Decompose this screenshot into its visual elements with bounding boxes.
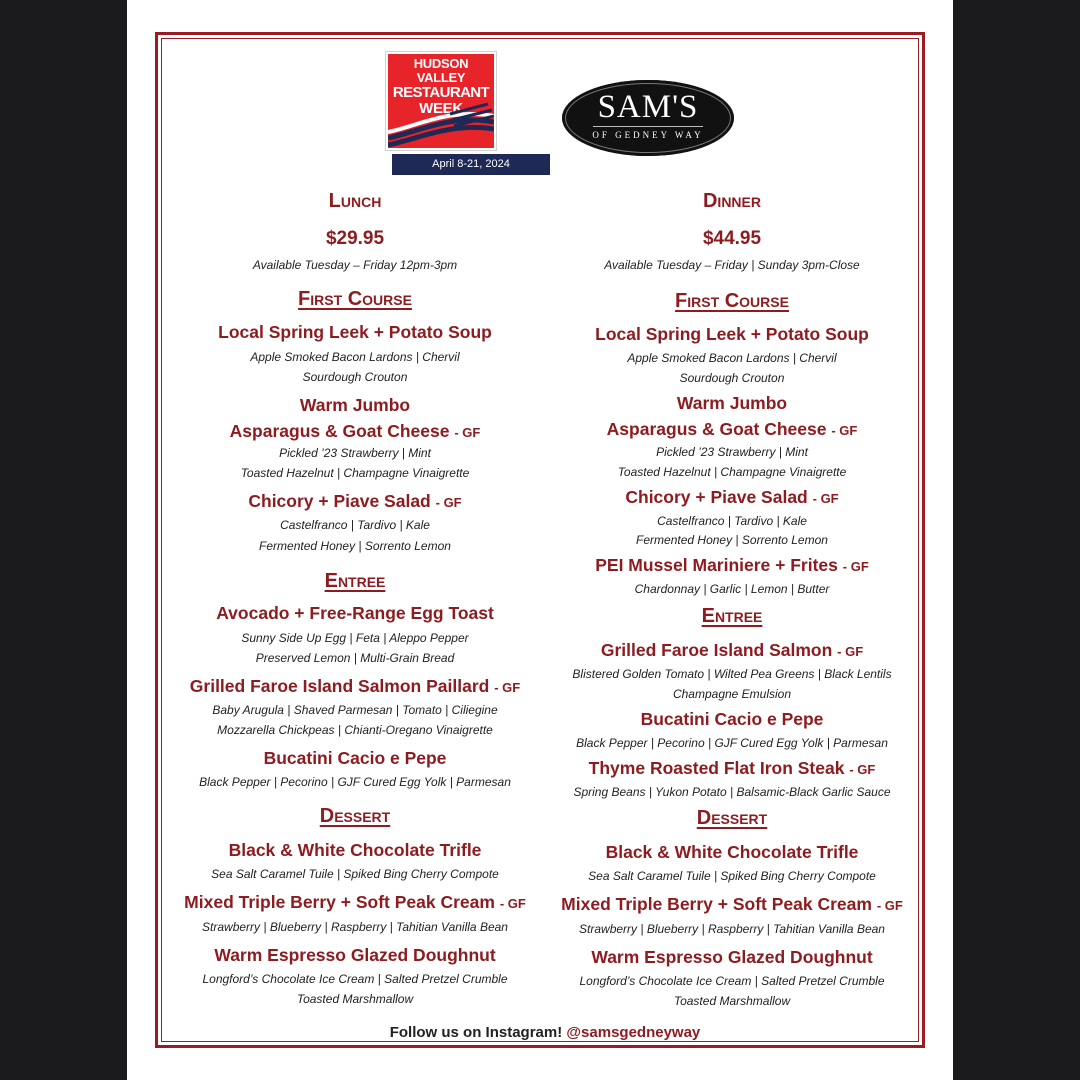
dinner-fc2-desc1: Pickled ’23 Strawberry | Mint	[656, 445, 808, 459]
lunch-d1-name: Black & White Chocolate Trifle	[228, 840, 482, 860]
dinner-entree-heading: Entree	[701, 605, 763, 627]
lunch-title: Lunch	[328, 190, 382, 212]
dinner-e1-desc1: Blistered Golden Tomato | Wilted Pea Greens | Black Lentils	[572, 667, 892, 681]
dinner-d2-name	[561, 894, 903, 915]
dinner-first-course-heading: First Course	[675, 290, 789, 312]
dinner-d3-name: Warm Espresso Glazed Doughnut	[591, 947, 873, 967]
dinner-d3-desc1: Longford’s Chocolate Ice Cream | Salted Pretzel Crumble	[579, 974, 885, 988]
dinner-dessert-heading: Dessert	[696, 807, 768, 829]
lunch-e1-name: Avocado + Free-Range Egg Toast	[216, 603, 494, 623]
lunch-d2-desc1: Strawberry | Blueberry | Raspberry | Tahitian Vanilla Bean	[202, 920, 508, 934]
dinner-d2-desc1: Strawberry | Blueberry | Raspberry | Tahitian Vanilla Bean	[579, 922, 885, 936]
lunch-entree-heading: Entree	[324, 570, 386, 592]
lunch-e2-desc2: Mozzarella Chickpeas | Chianti-Oregano Vinaigrette	[217, 723, 493, 737]
sams-logo-rule	[593, 126, 703, 127]
gf-badge: - GF	[831, 423, 858, 438]
lunch-fc3-desc2: Fermented Honey | Sorrento Lemon	[259, 539, 451, 553]
lunch-fc3-desc1: Castelfranco | Tardivo | Kale	[280, 518, 430, 532]
dinner-title: Dinner	[702, 190, 762, 212]
lunch-e1-desc2: Preserved Lemon | Multi-Grain Bread	[255, 651, 455, 665]
dinner-e3-desc1: Spring Beans | Yukon Potato | Balsamic-Black Garlic Sauce	[573, 785, 891, 799]
gf-badge: - GF	[812, 491, 839, 506]
dinner-fc4-name	[595, 555, 869, 576]
lunch-fc2-name1: Warm Jumbo	[299, 395, 411, 415]
gf-badge: - GF	[454, 425, 481, 440]
lunch-price: $29.95	[325, 228, 385, 249]
dinner-fc3-name	[625, 487, 838, 508]
dinner-d3-desc2: Toasted Marshmallow	[673, 994, 791, 1008]
lunch-fc1-desc1: Apple Smoked Bacon Lardons | Chervil	[250, 350, 460, 364]
hv-logo-line1: HUDSON VALLEY	[413, 56, 469, 85]
instagram-handle-link[interactable]: @samsgedneyway	[566, 1024, 701, 1041]
dinner-availability: Available Tuesday – Friday | Sunday 3pm-Close	[604, 258, 860, 272]
hv-logo-line2: RESTAURANT	[392, 84, 490, 101]
hv-logo-line3: WEEK	[419, 100, 463, 117]
lunch-dessert-heading: Dessert	[319, 805, 391, 827]
dinner-fc2-name2-text: Asparagus & Goat Cheese	[606, 419, 827, 439]
dinner-e3-name-text: Thyme Roasted Flat Iron Steak	[588, 758, 845, 778]
dinner-fc2-name1: Warm Jumbo	[676, 393, 788, 413]
dinner-d1-name: Black & White Chocolate Trifle	[605, 842, 859, 862]
lunch-fc2-name2	[230, 421, 481, 442]
dinner-fc1-desc2: Sourdough Crouton	[679, 371, 785, 385]
gf-badge: - GF	[837, 644, 864, 659]
gf-badge: - GF	[494, 680, 521, 695]
lunch-e3-desc1: Black Pepper | Pecorino | GJF Cured Egg Yolk | Parmesan	[199, 775, 511, 789]
lunch-e3-name: Bucatini Cacio e Pepe	[263, 748, 447, 768]
lunch-fc2-desc1: Pickled ’23 Strawberry | Mint	[279, 446, 431, 460]
event-date-banner: April 8-21, 2024	[392, 154, 550, 175]
dinner-fc4-name-text: PEI Mussel Mariniere + Frites	[595, 555, 838, 575]
instagram-footer	[390, 1024, 701, 1041]
lunch-fc1-name: Local Spring Leek + Potato Soup	[218, 322, 492, 342]
lunch-fc2-name2-text: Asparagus & Goat Cheese	[229, 421, 450, 441]
lunch-e2-name	[190, 676, 520, 697]
lunch-fc1-desc2: Sourdough Crouton	[302, 370, 408, 384]
footer-text: Follow us on Instagram!	[389, 1024, 563, 1041]
gf-badge: - GF	[849, 762, 876, 777]
lunch-e2-desc1: Baby Arugula | Shaved Parmesan | Tomato | Ciliegine	[212, 703, 498, 717]
gf-badge: - GF	[499, 896, 526, 911]
lunch-d2-name	[184, 892, 526, 913]
lunch-first-course-heading: First Course	[298, 288, 412, 310]
gf-badge: - GF	[842, 559, 869, 574]
lunch-fc3-name-text: Chicory + Piave Salad	[248, 491, 431, 511]
hudson-valley-restaurant-week-logo	[386, 52, 496, 150]
lunch-d3-desc2: Toasted Marshmallow	[296, 992, 414, 1006]
sams-logo-subtitle: OF GEDNEY WAY	[592, 130, 704, 140]
dinner-d1-desc1: Sea Salt Caramel Tuile | Spiked Bing Cherry Compote	[588, 869, 876, 883]
sams-logo	[562, 80, 734, 156]
lunch-d2-name-text: Mixed Triple Berry + Soft Peak Cream	[184, 892, 495, 912]
dinner-e2-name: Bucatini Cacio e Pepe	[640, 709, 824, 729]
lunch-fc2-desc2: Toasted Hazelnut | Champagne Vinaigrette	[240, 466, 470, 480]
dinner-fc3-desc1: Castelfranco | Tardivo | Kale	[657, 514, 807, 528]
dinner-fc2-name2	[607, 419, 858, 440]
lunch-e1-desc1: Sunny Side Up Egg | Feta | Aleppo Pepper	[241, 631, 469, 645]
dinner-e2-desc1: Black Pepper | Pecorino | GJF Cured Egg Yolk | Parmesan	[576, 736, 888, 750]
dinner-fc1-desc1: Apple Smoked Bacon Lardons | Chervil	[627, 351, 837, 365]
dinner-e3-name	[589, 758, 876, 779]
lunch-d1-desc1: Sea Salt Caramel Tuile | Spiked Bing Cherry Compote	[211, 867, 499, 881]
dinner-e1-desc2: Champagne Emulsion	[672, 687, 792, 701]
dinner-fc4-desc1: Chardonnay | Garlic | Lemon | Butter	[634, 582, 830, 596]
dinner-price: $44.95	[702, 228, 762, 249]
dinner-fc3-name-text: Chicory + Piave Salad	[625, 487, 808, 507]
gf-badge: - GF	[876, 898, 903, 913]
lunch-e2-name-text: Grilled Faroe Island Salmon Paillard	[189, 676, 490, 696]
lunch-d3-desc1: Longford’s Chocolate Ice Cream | Salted Pretzel Crumble	[202, 972, 508, 986]
dinner-fc1-name: Local Spring Leek + Potato Soup	[595, 324, 869, 344]
dinner-e1-name	[601, 640, 863, 661]
lunch-d3-name: Warm Espresso Glazed Doughnut	[214, 945, 496, 965]
gf-badge: - GF	[435, 495, 462, 510]
lunch-fc3-name	[248, 491, 461, 512]
fork-icon	[388, 98, 494, 148]
dinner-e1-name-text: Grilled Faroe Island Salmon	[600, 640, 833, 660]
dinner-d2-name-text: Mixed Triple Berry + Soft Peak Cream	[561, 894, 872, 914]
dinner-fc3-desc2: Fermented Honey | Sorrento Lemon	[636, 533, 828, 547]
dinner-fc2-desc2: Toasted Hazelnut | Champagne Vinaigrette	[617, 465, 847, 479]
sams-logo-name: SAM'S	[597, 89, 699, 125]
lunch-availability: Available Tuesday – Friday 12pm-3pm	[252, 258, 458, 272]
